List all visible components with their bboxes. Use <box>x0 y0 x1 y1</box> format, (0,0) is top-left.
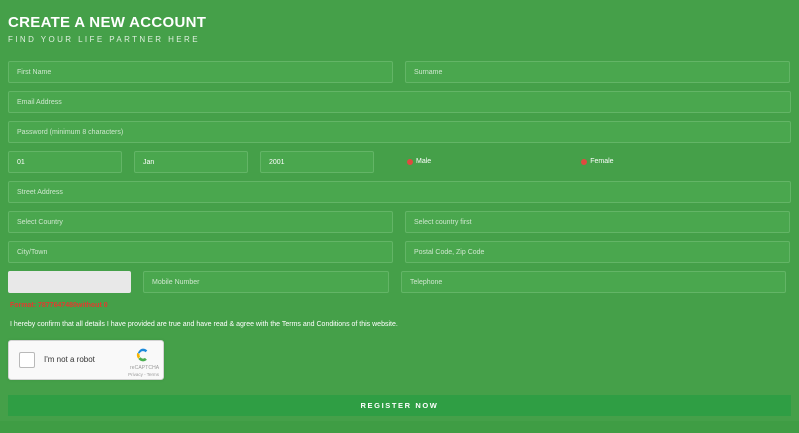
state-select[interactable] <box>405 211 790 233</box>
email-row <box>8 91 791 113</box>
gender-female-option[interactable] <box>581 158 613 166</box>
dob-year-select[interactable] <box>260 151 374 173</box>
surname-input[interactable] <box>405 61 790 83</box>
telephone-input[interactable] <box>401 271 786 293</box>
dob-month-value: Jan <box>143 158 155 166</box>
recaptcha-logo <box>130 346 160 371</box>
registration-form <box>8 14 791 380</box>
dob-day-value: 01 <box>17 158 25 166</box>
country-code-select[interactable] <box>8 271 131 293</box>
dob-gender-row <box>8 151 791 173</box>
recaptcha-icon <box>134 346 152 364</box>
gender-male-label: Male <box>416 158 432 165</box>
mobile-format-error: Format: 7877647480without 0 <box>10 302 108 309</box>
name-row <box>8 61 791 83</box>
city-postal-row <box>8 241 791 263</box>
country-row <box>8 211 791 233</box>
radio-male-icon[interactable] <box>407 159 413 165</box>
recaptcha-label: I'm not a robot <box>44 355 95 364</box>
page-subtitle: FIND YOUR LIFE PARTNER HERE <box>8 35 200 44</box>
password-input[interactable] <box>8 121 791 143</box>
first-name-placeholder: First Name <box>17 68 52 76</box>
gender-female-label: Female <box>590 158 614 165</box>
dob-year-value: 2001 <box>269 158 285 166</box>
radio-female-icon[interactable] <box>581 159 587 165</box>
surname-placeholder: Surname <box>414 68 443 76</box>
street-row <box>8 181 791 203</box>
recaptcha-checkbox[interactable] <box>19 352 35 368</box>
street-address-input[interactable] <box>8 181 791 203</box>
email-placeholder: Email Address <box>17 98 62 106</box>
page-title: CREATE A NEW ACCOUNT <box>8 14 207 31</box>
postal-placeholder: Postal Code, Zip Code <box>414 248 485 256</box>
city-placeholder: City/Town <box>17 248 48 256</box>
gender-radio-group <box>386 151 791 173</box>
password-placeholder: Password (minimum 8 characters) <box>17 128 124 136</box>
dob-day-select[interactable] <box>8 151 122 173</box>
email-input[interactable] <box>8 91 791 113</box>
mobile-placeholder: Mobile Number <box>152 278 200 286</box>
recaptcha-widget[interactable] <box>8 340 164 380</box>
country-placeholder: Select Country <box>17 218 63 226</box>
mobile-number-input[interactable] <box>143 271 389 293</box>
state-placeholder: Select country first <box>414 218 472 226</box>
postal-code-input[interactable] <box>405 241 790 263</box>
dob-month-select[interactable] <box>134 151 248 173</box>
city-input[interactable] <box>8 241 393 263</box>
country-select[interactable] <box>8 211 393 233</box>
consent-text: I hereby confirm that all details I have provided are true and have read & agree with the Terms and Conditions of this website. <box>10 321 398 328</box>
recaptcha-brand: reCAPTCHA <box>130 365 160 371</box>
recaptcha-terms[interactable]: Privacy - Terms <box>128 372 159 377</box>
first-name-input[interactable] <box>8 61 393 83</box>
password-row <box>8 121 791 143</box>
footer-strip <box>0 421 799 433</box>
register-button[interactable]: REGISTER NOW <box>8 395 791 416</box>
gender-male-option[interactable] <box>407 158 431 166</box>
telephone-placeholder: Telephone <box>410 278 443 286</box>
street-placeholder: Street Address <box>17 188 63 196</box>
phone-row <box>8 271 791 293</box>
